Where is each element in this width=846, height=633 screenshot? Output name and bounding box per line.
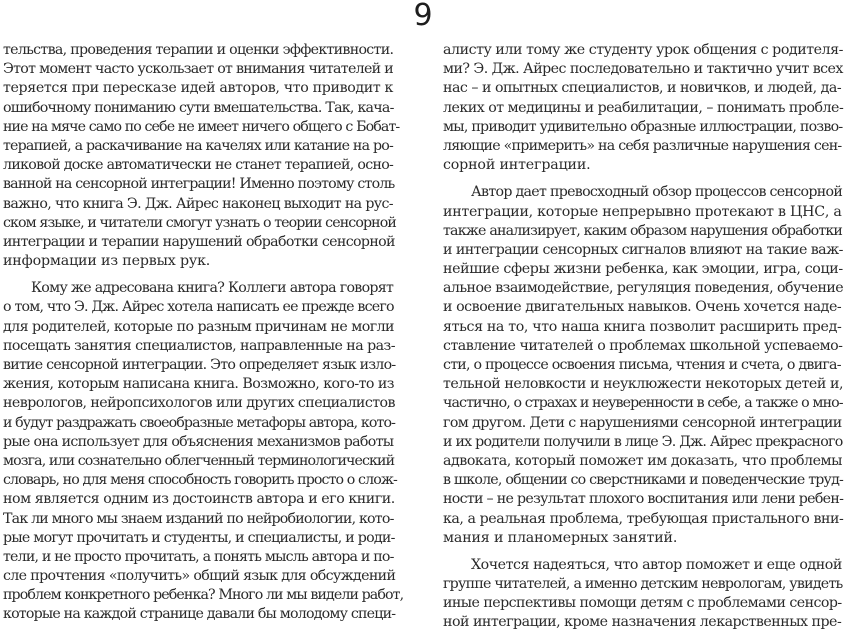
text-line: словарь, но для меня способность говорить просто о слож- — [3, 472, 397, 489]
text-line: нейшие сферы жизни ребенка, как эмоции, игра, соци- — [443, 261, 843, 278]
text-line: яться на то, что наша книга позволит расширить пред- — [443, 318, 842, 335]
text-line: рые она использует для объяснения механизмов работы — [3, 433, 394, 450]
text-line: мы, приводит удивительно образные иллюстрации, позво- — [443, 118, 843, 135]
text-line: алисту или тому же студенту урок общения с родителя- — [443, 42, 843, 58]
text-line: ляющие «примерить» на себя различные нарушения сен- — [443, 137, 842, 154]
text-line: жения, которым написана книга. Возможно, кого-то из — [3, 376, 394, 393]
text-line: группе читателей, а именно детским неврологам, увидеть — [443, 576, 843, 593]
left-text-column — [3, 41, 404, 625]
text-line: неврологов, нейропсихологов или других специалистов — [3, 395, 395, 412]
text-line: и интеграции сенсорных сигналов влияют на такие важ- — [443, 241, 843, 258]
text-line: Кому же адресована книга? Коллеги автора говорят — [31, 280, 394, 297]
text-line: теряется при пересказе идей авторов, что приводит к — [3, 80, 394, 97]
text-line: также анализирует, каким образом нарушения обработки — [443, 222, 843, 239]
text-line: ном является одним из достоинств автора и его книги. — [3, 491, 395, 508]
text-line: сле прочтения «получить» общий язык для обсуждений — [3, 568, 396, 585]
text-line: в школе, общении со сверстниками и поведенческие труд- — [443, 472, 844, 489]
text-line: терапией, а раскачивание на качелях или катание на ро- — [3, 137, 393, 154]
text-line: для родителей, которые по разным причинам не могли — [3, 318, 394, 335]
text-line: и освоение двигательных навыков. Очень хочется наде- — [443, 299, 842, 316]
text-line: Так ли много мы знаем изданий по нейробиологии, кото- — [3, 510, 394, 527]
text-line: адвоката, который поможет им доказать, что проблемы — [443, 452, 842, 469]
text-line: о том, что Э. Дж. Айрес хотела написать ее прежде всего — [3, 299, 394, 316]
text-line: сорной интеграции. — [443, 157, 591, 174]
right-text-column — [443, 41, 843, 633]
text-line: информации из первых рук. — [3, 253, 211, 270]
text-line: Этот момент часто ускользает от внимания читателей и — [3, 61, 393, 78]
text-line: и их родители получили в лице Э. Дж. Айрес прекрасного — [443, 433, 843, 450]
text-line: иные перспективы помощи детям с проблемами сенсор- — [443, 595, 842, 612]
text-line: витие сенсорной интеграции. Это определяет язык изло- — [3, 357, 396, 373]
text-line: ка, а реальная проблема, требующая пристального вни- — [443, 510, 844, 527]
text-line: ности – не результат плохого воспитания или лени ребен- — [443, 491, 844, 508]
text-line: ошибочному пониманию сути вмешательства. Так, кача- — [3, 99, 394, 116]
text-line: сти, о процессе освоения письма, чтения и счета, о двига- — [443, 357, 841, 373]
text-line: интеграции, которые непрерывно протекают в ЦНС, а — [443, 203, 842, 220]
page-number: 9 — [413, 0, 433, 33]
text-line: мозга, или сознательно облегченный терминологический — [3, 452, 395, 469]
text-line: проблем конкретного ребенка? Много ли мы видели работ, — [3, 587, 404, 604]
text-line: ние на мяче само по себе не имеет ничего общего с Бобат- — [3, 118, 400, 135]
text-line: ми? Э. Дж. Айрес последовательно и тактично учит всех — [443, 61, 843, 78]
text-line: важно, что книга Э. Дж. Айрес наконец выходит на рус- — [3, 195, 393, 212]
text-line: мания и планомерных занятий. — [443, 529, 678, 546]
text-line: альное взаимодействие, регуляция поведения, обучение — [443, 280, 844, 297]
text-line: рые могут прочитать и студенты, и специалисты, и роди- — [3, 529, 395, 546]
text-line: Хочется надеяться, что автор поможет и еще одной — [471, 556, 842, 573]
paragraph-gap — [3, 271, 395, 279]
paragraph-gap — [443, 175, 843, 183]
text-line: посещать занятия специалистов, направленные на раз- — [3, 337, 395, 354]
text-line: ликовой доске автоматически не станет терапией, осно- — [3, 157, 394, 174]
text-line: которые на каждой странице давали бы молодому специ- — [3, 606, 396, 623]
text-line: Автор дает превосходный обзор процессов сенсорной — [471, 184, 843, 201]
paragraph-gap — [443, 548, 843, 556]
text-line: ной интеграции, кроме назначения лекарственных пре- — [443, 614, 842, 631]
text-line: ванной на сенсорной интеграции! Именно поэтому столь — [3, 176, 395, 193]
text-line: и будут раздражать своеобразные метафоры автора, кото- — [3, 414, 395, 431]
text-line: частично, о страхах и неуверенности в себе, а также о мно- — [443, 395, 843, 412]
text-line: тели, и не просто прочитать, а понять мысль автора и по- — [3, 548, 394, 565]
text-line: тельной неловкости и неуклюжести некоторых детей и, — [443, 376, 844, 393]
text-line: тельства, проведения терапии и оценки эффективности. — [3, 42, 394, 58]
text-line: интеграции и терапии нарушений обработки сенсорной — [3, 233, 395, 250]
text-line: гом другом. Дети с нарушениями сенсорной интеграции — [443, 414, 842, 431]
text-line: ском языке, и читатели смогут узнать о теории сенсорной — [3, 214, 396, 231]
text-line: нас – и опытных специалистов, и новичков, и людей, да- — [443, 80, 842, 97]
text-line: леких от медицины и реабилитации, – понимать пробле- — [443, 99, 844, 116]
text-line: ставление читателей о проблемах школьной успеваемо- — [443, 337, 843, 354]
